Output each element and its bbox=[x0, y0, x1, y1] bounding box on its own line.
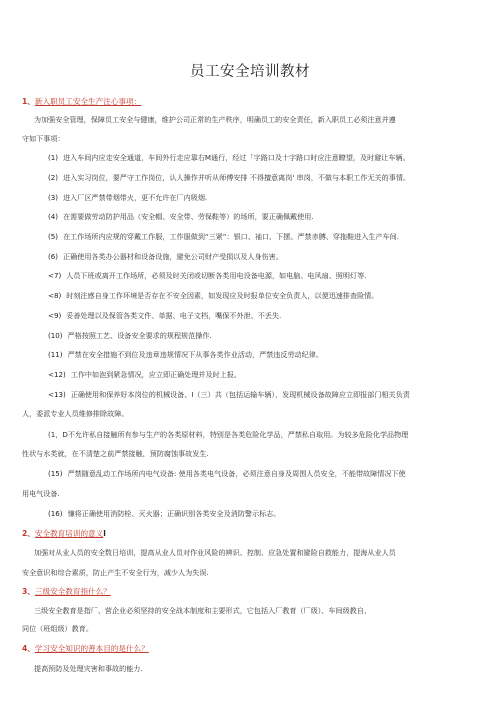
item-number: (10) bbox=[48, 331, 63, 340]
section-1-heading bbox=[22, 96, 141, 107]
section-title: 安全教育培训的意义 bbox=[34, 529, 104, 538]
list-item bbox=[48, 153, 410, 163]
list-item-continuation: 性状与水类就，在不清楚之前严禁接触，预防腐蚀事故发生. bbox=[22, 449, 209, 458]
item-number: <8) bbox=[48, 291, 62, 300]
item-number: <12) bbox=[48, 370, 66, 379]
item-text: 在需要做劳动防护用品（安全帽、安全带、劳保鞋等）的场所，要正确佩戴使用. bbox=[63, 212, 314, 221]
section-number: 4、 bbox=[22, 644, 35, 653]
section-number: 1、 bbox=[22, 97, 35, 106]
section-2-body-line-2: 安全意识和综合素质，防止产生不安全行为，减少人为失误. bbox=[22, 568, 209, 577]
section-title: 学习安全知识的善本目的是什么？ bbox=[34, 644, 149, 653]
list-item bbox=[48, 291, 378, 301]
item-number: (15) bbox=[48, 469, 63, 478]
item-text: 正确使用和保养好本岗位的机械设备、I（三）共（包括运输车辆），发现机械设备故障应立即报部门相关负责 bbox=[70, 390, 410, 399]
section-3-body-line-2: 同位（班组级）教育。 bbox=[22, 624, 93, 633]
item-text: 慊将正确使用消防栓、灭火器；正确识别各类安全及消防警示标志。 bbox=[67, 509, 281, 518]
section-title-suffix: l bbox=[103, 529, 106, 538]
list-item bbox=[48, 350, 323, 360]
item-text: 时刻注感自身工作环境是否存在不安全因素，如发现应及时报单位安全负责人，以便迅速排查险情。 bbox=[66, 291, 379, 300]
item-text: 在工作场所内应规的穿戴工作服，工作服做到“三紧”：银口、袖口、下摆。严禁赤膊、穿拖鞋进入生产车间. bbox=[63, 232, 399, 241]
item-number: (3) bbox=[48, 193, 59, 202]
list-item bbox=[48, 390, 410, 400]
list-item bbox=[48, 173, 410, 183]
item-text: 严禁在安全措施不到位及违章违规情况下从事各类作业活动，严禁违反劳动纪律。 bbox=[67, 350, 323, 359]
section-3-body-line-1: 三级安全教育是指厂、营企业必须坚持的安全战本制度和主要形式，它包括入厂教育（厂级）、车间级教自、 bbox=[34, 606, 371, 615]
item-text: 妥善处理以及保管各类文件、单据、电子文档，嘴保不外泄、不丢失. bbox=[66, 311, 282, 320]
section-4-heading bbox=[22, 643, 149, 654]
item-number: <9) bbox=[48, 311, 62, 320]
item-number: (1) bbox=[48, 153, 59, 162]
section-2-body-line-1: 加强对从业人员的安全数日培训，提高从业人员对作业风险的辨识、控制、应急处置和避险自救能力，提海从业人员 bbox=[34, 548, 396, 557]
list-item bbox=[48, 193, 207, 203]
item-number: (5) bbox=[48, 232, 59, 241]
list-item bbox=[48, 469, 406, 479]
item-text: 进入厂区严禁带烟带火，更不允许在厂内吸烟. bbox=[63, 193, 208, 202]
section-number: 3、 bbox=[22, 587, 35, 596]
list-item bbox=[48, 509, 280, 519]
item-text: 进入车间内应走安全通道，车间外行走应靠右M通行，经过「字路口及十字路口时应注意瞭望，及时避让车辆。 bbox=[63, 153, 410, 162]
section-title: 新入职员工安全生产注心事项： bbox=[34, 97, 142, 106]
list-item bbox=[48, 311, 281, 321]
section-1-intro-line-2: 守如下事项： bbox=[22, 134, 65, 143]
list-item bbox=[48, 370, 241, 380]
item-number: (11) bbox=[48, 350, 63, 359]
document-title: 员工安全培训教材 bbox=[190, 64, 310, 80]
section-number: 2、 bbox=[22, 529, 35, 538]
item-text: 严格按照工艺、设备安全要求的规程规范操作. bbox=[67, 331, 212, 340]
item-text: 严禁随意乱动工作场所内电气设备: 使用各类电气设备，必须注意自身及周围人员安全，不能带故障情况下使 bbox=[67, 469, 406, 478]
section-title: 三级安全教育指什么？ bbox=[34, 587, 111, 596]
item-number: <7) bbox=[48, 271, 62, 280]
section-3-heading bbox=[22, 586, 111, 597]
list-item bbox=[48, 271, 366, 281]
item-number: (6) bbox=[48, 252, 59, 261]
item-text: 进入实习岗位，要严守工作岗位，认人操作并听从师傅安排 不得擅意离岗' 串岗，不做与本职工作无关的事情。 bbox=[63, 173, 411, 182]
item-number: <13) bbox=[48, 390, 66, 399]
item-number: (4) bbox=[48, 212, 59, 221]
item-text: 工作中如泡到紧急情况，应立即正确处理并及时上报。 bbox=[70, 370, 241, 379]
list-item bbox=[48, 331, 212, 341]
section-2-heading bbox=[22, 528, 106, 539]
list-item-continuation: 人，委派专业人员维修排除故障。 bbox=[22, 409, 129, 418]
section-4-body-line-1: 提高预防及处理灾害和事故的能力. bbox=[34, 664, 143, 673]
item-number: (16) bbox=[48, 509, 63, 518]
list-item: (1，D不允许私自接触所有参与生产的各类原材料，特别是各类危险化学品，严禁私自取用。为较多危险化学品物理 bbox=[48, 430, 409, 439]
section-1-intro-line-1: 为加强安全管理，保障员工安全与健康，维护公司正常的生产秩序，明确员工的安全责任，新入职员工必须注意并遵 bbox=[34, 115, 396, 124]
list-item bbox=[48, 212, 314, 222]
list-item-continuation: 用电气设备. bbox=[22, 489, 60, 498]
item-text: 人员下班或离开工作场所，必须及时关闭或切断各类用电设备电源，如电脑、电风扇、照明灯等. bbox=[66, 271, 367, 280]
item-number: (2) bbox=[48, 173, 59, 182]
list-item bbox=[48, 252, 283, 262]
item-text: 正确使用各类办公器材和设备设施，避免公司财产受损以及人身伤害。 bbox=[63, 252, 283, 261]
list-item bbox=[48, 232, 399, 242]
